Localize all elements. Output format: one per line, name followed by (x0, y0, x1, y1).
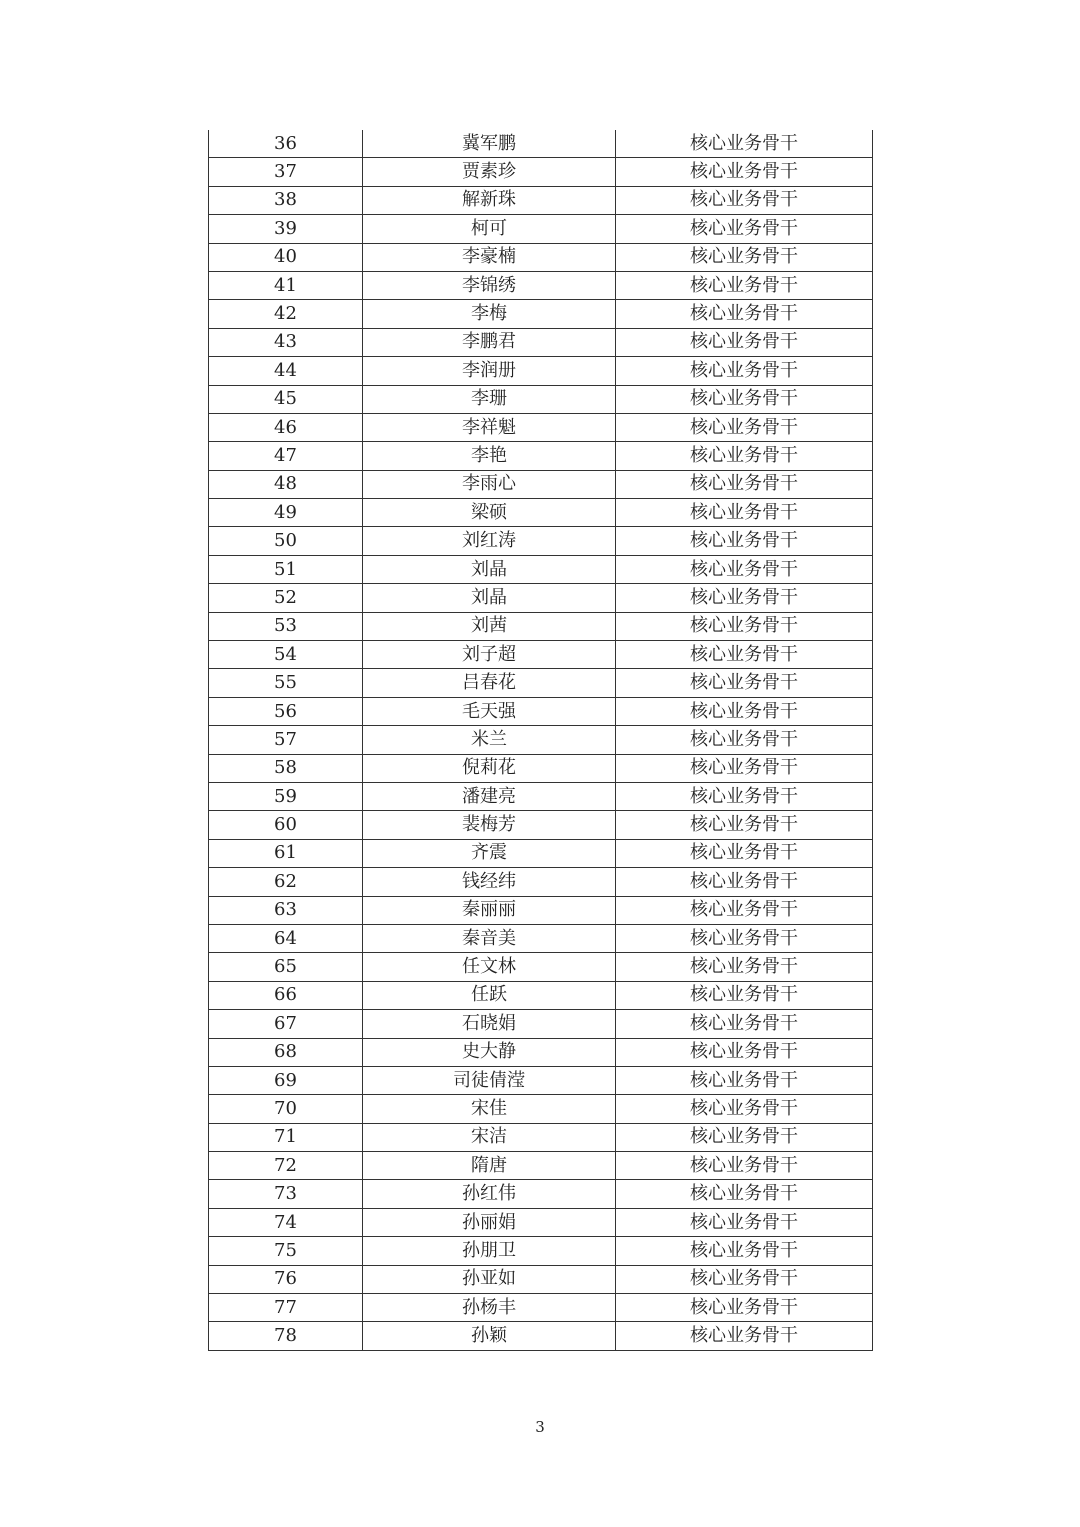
role-cell: 核心业务骨干 (616, 641, 873, 669)
row-number-cell: 45 (209, 385, 363, 413)
name-cell: 李祥魁 (363, 413, 616, 441)
role-cell: 核心业务骨干 (616, 357, 873, 385)
row-number-cell: 59 (209, 782, 363, 810)
row-number-cell: 73 (209, 1180, 363, 1208)
name-cell: 石晓娟 (363, 1010, 616, 1038)
role-cell: 核心业务骨干 (616, 470, 873, 498)
table-row (209, 385, 873, 413)
table-row (209, 754, 873, 782)
roster-table-body (209, 130, 873, 1350)
table-row (209, 271, 873, 299)
table-row (209, 1010, 873, 1038)
table-row (209, 470, 873, 498)
row-number-cell: 51 (209, 555, 363, 583)
table-row (209, 243, 873, 271)
role-cell: 核心业务骨干 (616, 1066, 873, 1094)
row-number-cell: 49 (209, 499, 363, 527)
role-cell: 核心业务骨干 (616, 612, 873, 640)
name-cell: 贾素珍 (363, 158, 616, 186)
table-row (209, 1237, 873, 1265)
role-cell: 核心业务骨干 (616, 1180, 873, 1208)
table-row (209, 896, 873, 924)
name-cell: 宋佳 (363, 1095, 616, 1123)
table-row (209, 130, 873, 158)
row-number-cell: 37 (209, 158, 363, 186)
name-cell: 吕春花 (363, 669, 616, 697)
table-row (209, 1208, 873, 1236)
name-cell: 李润册 (363, 357, 616, 385)
table-row (209, 328, 873, 356)
row-number-cell: 75 (209, 1237, 363, 1265)
name-cell: 刘晶 (363, 555, 616, 583)
table-row (209, 1265, 873, 1293)
name-cell: 李锦绣 (363, 271, 616, 299)
row-number-cell: 54 (209, 641, 363, 669)
table-row (209, 499, 873, 527)
row-number-cell: 69 (209, 1066, 363, 1094)
table-row (209, 868, 873, 896)
table-row (209, 981, 873, 1009)
name-cell: 冀军鹏 (363, 130, 616, 158)
role-cell: 核心业务骨干 (616, 1095, 873, 1123)
role-cell: 核心业务骨干 (616, 953, 873, 981)
row-number-cell: 44 (209, 357, 363, 385)
name-cell: 柯可 (363, 215, 616, 243)
name-cell: 解新珠 (363, 186, 616, 214)
role-cell: 核心业务骨干 (616, 726, 873, 754)
role-cell: 核心业务骨干 (616, 271, 873, 299)
role-cell: 核心业务骨干 (616, 811, 873, 839)
role-cell: 核心业务骨干 (616, 328, 873, 356)
table-row (209, 641, 873, 669)
row-number-cell: 43 (209, 328, 363, 356)
name-cell: 刘子超 (363, 641, 616, 669)
row-number-cell: 48 (209, 470, 363, 498)
row-number-cell: 53 (209, 612, 363, 640)
name-cell: 李豪楠 (363, 243, 616, 271)
role-cell: 核心业务骨干 (616, 186, 873, 214)
row-number-cell: 62 (209, 868, 363, 896)
row-number-cell: 77 (209, 1294, 363, 1322)
table-row (209, 186, 873, 214)
role-cell: 核心业务骨干 (616, 442, 873, 470)
table-row (209, 1294, 873, 1322)
name-cell: 孙丽娟 (363, 1208, 616, 1236)
table-row (209, 442, 873, 470)
row-number-cell: 66 (209, 981, 363, 1009)
role-cell: 核心业务骨干 (616, 555, 873, 583)
role-cell: 核心业务骨干 (616, 754, 873, 782)
role-cell: 核心业务骨干 (616, 300, 873, 328)
table-row (209, 527, 873, 555)
table-row (209, 1095, 873, 1123)
row-number-cell: 40 (209, 243, 363, 271)
role-cell: 核心业务骨干 (616, 413, 873, 441)
name-cell: 任跃 (363, 981, 616, 1009)
name-cell: 孙颖 (363, 1322, 616, 1350)
role-cell: 核心业务骨干 (616, 1123, 873, 1151)
role-cell: 核心业务骨干 (616, 1038, 873, 1066)
row-number-cell: 74 (209, 1208, 363, 1236)
name-cell: 倪莉花 (363, 754, 616, 782)
role-cell: 核心业务骨干 (616, 924, 873, 952)
row-number-cell: 68 (209, 1038, 363, 1066)
role-cell: 核心业务骨干 (616, 839, 873, 867)
table-row (209, 1066, 873, 1094)
role-cell: 核心业务骨干 (616, 669, 873, 697)
name-cell: 潘建亮 (363, 782, 616, 810)
name-cell: 米兰 (363, 726, 616, 754)
role-cell: 核心业务骨干 (616, 782, 873, 810)
table-row (209, 300, 873, 328)
row-number-cell: 38 (209, 186, 363, 214)
row-number-cell: 76 (209, 1265, 363, 1293)
row-number-cell: 50 (209, 527, 363, 555)
name-cell: 秦丽丽 (363, 896, 616, 924)
role-cell: 核心业务骨干 (616, 130, 873, 158)
table-row (209, 839, 873, 867)
name-cell: 梁硕 (363, 499, 616, 527)
row-number-cell: 47 (209, 442, 363, 470)
table-row (209, 953, 873, 981)
name-cell: 孙朋卫 (363, 1237, 616, 1265)
role-cell: 核心业务骨干 (616, 158, 873, 186)
name-cell: 任文林 (363, 953, 616, 981)
row-number-cell: 57 (209, 726, 363, 754)
role-cell: 核心业务骨干 (616, 1010, 873, 1038)
name-cell: 宋洁 (363, 1123, 616, 1151)
row-number-cell: 78 (209, 1322, 363, 1350)
role-cell: 核心业务骨干 (616, 243, 873, 271)
role-cell: 核心业务骨干 (616, 215, 873, 243)
name-cell: 司徒倩滢 (363, 1066, 616, 1094)
name-cell: 孙亚如 (363, 1265, 616, 1293)
table-row (209, 1152, 873, 1180)
name-cell: 刘茜 (363, 612, 616, 640)
row-number-cell: 60 (209, 811, 363, 839)
role-cell: 核心业务骨干 (616, 981, 873, 1009)
name-cell: 孙杨丰 (363, 1294, 616, 1322)
table-row (209, 158, 873, 186)
row-number-cell: 52 (209, 584, 363, 612)
role-cell: 核心业务骨干 (616, 896, 873, 924)
table-row (209, 1038, 873, 1066)
table-row (209, 1180, 873, 1208)
row-number-cell: 72 (209, 1152, 363, 1180)
name-cell: 刘晶 (363, 584, 616, 612)
table-row (209, 782, 873, 810)
name-cell: 孙红伟 (363, 1180, 616, 1208)
row-number-cell: 67 (209, 1010, 363, 1038)
role-cell: 核心业务骨干 (616, 1294, 873, 1322)
row-number-cell: 41 (209, 271, 363, 299)
role-cell: 核心业务骨干 (616, 697, 873, 725)
name-cell: 刘红涛 (363, 527, 616, 555)
role-cell: 核心业务骨干 (616, 499, 873, 527)
name-cell: 史大静 (363, 1038, 616, 1066)
name-cell: 齐震 (363, 839, 616, 867)
role-cell: 核心业务骨干 (616, 868, 873, 896)
row-number-cell: 65 (209, 953, 363, 981)
name-cell: 隋唐 (363, 1152, 616, 1180)
name-cell: 毛天强 (363, 697, 616, 725)
role-cell: 核心业务骨干 (616, 1265, 873, 1293)
row-number-cell: 61 (209, 839, 363, 867)
name-cell: 李鹏君 (363, 328, 616, 356)
row-number-cell: 56 (209, 697, 363, 725)
row-number-cell: 64 (209, 924, 363, 952)
table-row (209, 726, 873, 754)
page-number: 3 (535, 1418, 545, 1436)
name-cell: 李雨心 (363, 470, 616, 498)
row-number-cell: 58 (209, 754, 363, 782)
table-row (209, 413, 873, 441)
table-row (209, 1322, 873, 1350)
table-row (209, 612, 873, 640)
roster-table (208, 130, 873, 1351)
name-cell: 李珊 (363, 385, 616, 413)
table-row (209, 555, 873, 583)
row-number-cell: 70 (209, 1095, 363, 1123)
name-cell: 钱经纬 (363, 868, 616, 896)
row-number-cell: 36 (209, 130, 363, 158)
role-cell: 核心业务骨干 (616, 1152, 873, 1180)
table-row (209, 1123, 873, 1151)
table-row (209, 669, 873, 697)
role-cell: 核心业务骨干 (616, 1322, 873, 1350)
table-row (209, 811, 873, 839)
table-row (209, 215, 873, 243)
row-number-cell: 46 (209, 413, 363, 441)
name-cell: 李艳 (363, 442, 616, 470)
role-cell: 核心业务骨干 (616, 584, 873, 612)
role-cell: 核心业务骨干 (616, 527, 873, 555)
table-row (209, 697, 873, 725)
name-cell: 裴梅芳 (363, 811, 616, 839)
name-cell: 李梅 (363, 300, 616, 328)
row-number-cell: 71 (209, 1123, 363, 1151)
row-number-cell: 55 (209, 669, 363, 697)
role-cell: 核心业务骨干 (616, 1208, 873, 1236)
row-number-cell: 39 (209, 215, 363, 243)
row-number-cell: 63 (209, 896, 363, 924)
role-cell: 核心业务骨干 (616, 385, 873, 413)
table-row (209, 924, 873, 952)
role-cell: 核心业务骨干 (616, 1237, 873, 1265)
table-row (209, 584, 873, 612)
name-cell: 秦音美 (363, 924, 616, 952)
table-row (209, 357, 873, 385)
row-number-cell: 42 (209, 300, 363, 328)
